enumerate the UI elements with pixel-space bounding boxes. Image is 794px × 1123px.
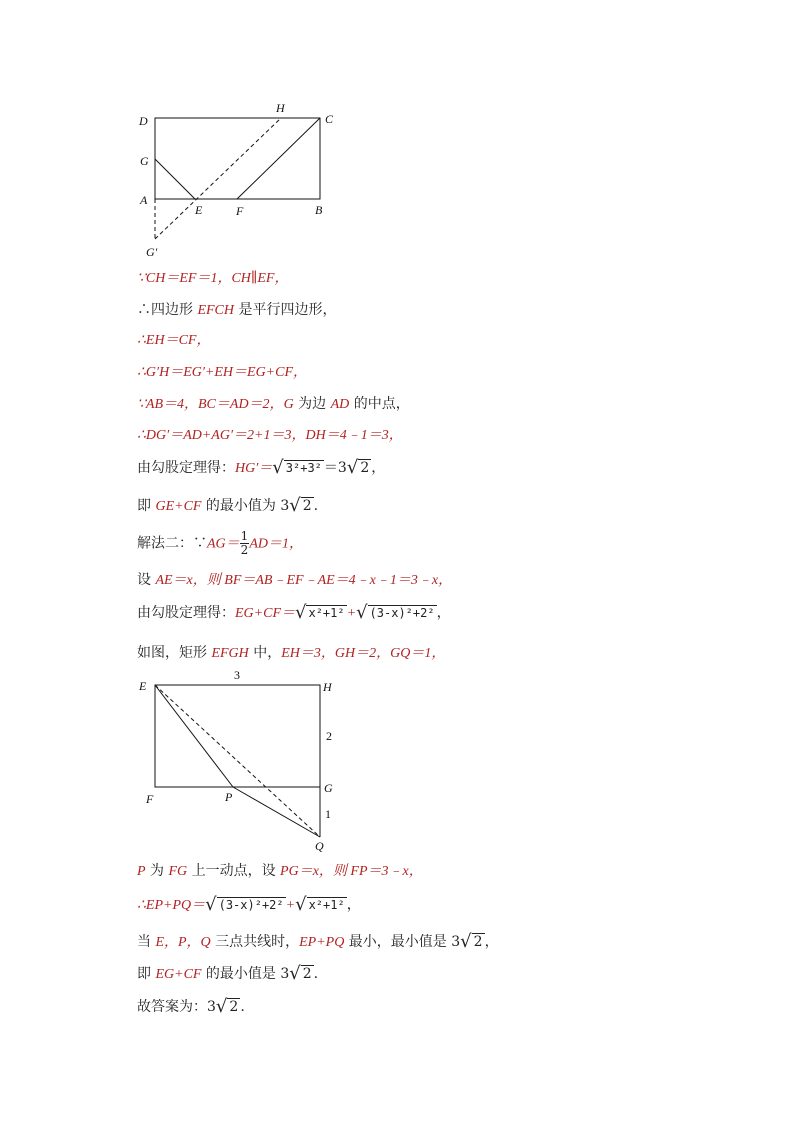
dim-eh: 3 [234,668,240,682]
line-4: ∴G′H＝EG′+EH＝EG+CF， [137,365,308,380]
rectangle-efgh [155,685,320,787]
line-17: 故答案为：3√ 2 . [137,996,245,1017]
label-g: G [324,781,333,795]
dim-gq: 1 [325,807,331,821]
sqrt-3sq-plus-3sq: √ 3²+3² [272,457,322,478]
line-6: ∴DG′＝AD+AG′＝2+1＝3，DH＝4﹣1＝3， [137,428,403,443]
sqrt-2: √ 2 [215,996,239,1017]
line-11: 由勾股定理得：EG+CF＝√ x²+1² +√ (3-x)²+2² ， [137,602,451,623]
label-e: E [139,679,147,693]
segment-pq [233,787,320,837]
dashed-eq [155,685,320,837]
line-16: 即 EG+CF 的最小值是 3√ 2 . [137,963,319,984]
sqrt-2: √ 2 [346,457,370,478]
segment-ep [155,685,233,787]
line-10: 设 AE＝x，则 BF＝AB﹣EF﹣AE＝4﹣x﹣1＝3﹣x， [137,572,453,588]
label-c: C [325,112,334,126]
label-h: H [323,680,332,694]
line-1: ∵CH＝EF＝1，CH∥EF， [137,271,289,286]
line-8: 即 GE+CF 的最小值为 3√ 2 . [137,495,319,516]
segment-ge [155,159,195,199]
line-3: ∴EH＝CF， [137,333,211,348]
figure-rectangle-abcd [135,98,345,263]
sqrt-3-minus-x-sq-plus-2-sq: √ (3-x)²+2² [205,894,284,915]
fraction-one-half: $\frac{1}{2}$ [240,529,249,557]
dim-gh: 2 [326,729,332,743]
sqrt-x-sq-plus-1-sq: √ x²+1² [295,894,345,915]
label-a: A [140,193,148,207]
label-d: D [139,114,148,128]
label-q: Q [315,839,324,853]
label-f: F [146,792,154,806]
segment-fc [237,118,320,199]
rectangle-abcd [155,118,320,199]
label-f: F [236,204,244,218]
label-b: B [315,203,323,217]
label-p: P [225,790,233,804]
line-9: 解法二：∵AG＝ $\frac{1}{2}$ AD＝1， [137,529,303,557]
label-h: H [276,101,285,115]
sqrt-2: √ 2 [289,963,312,984]
line-2: ∴四边形 EFCH 是平行四边形， [137,302,337,318]
line-13: P 为 FG 上一动点，设 PG＝x，则 FP＝3﹣x， [137,863,423,879]
label-g-prime: G′ [146,245,158,259]
sqrt-3-minus-x-sq-plus-2-sq: √ (3-x)²+2² [356,602,435,623]
sqrt-2: √ 2 [289,495,312,516]
line-15: 当 E，P，Q 三点共线时，EP+PQ 最小，最小值是 3√ 2 ， [137,931,499,952]
sqrt-2: √ 2 [460,931,483,952]
label-e: E [195,203,203,217]
label-g: G [140,154,149,168]
line-7: 由勾股定理得：HG′＝√ 3²+3² ＝3√ 2 ， [137,457,386,478]
line-14: ∴EP+PQ＝√ (3-x)²+2² +√ x²+1² ， [137,894,361,915]
line-12: 如图，矩形 EFGH 中，EH＝3，GH＝2，GQ＝1， [137,645,446,661]
figure-rectangle-efgh [135,665,355,855]
sqrt-x-sq-plus-1-sq: √ x²+1² [295,602,345,623]
line-5: ∵AB＝4，BC＝AD＝2，G 为边 AD 的中点， [137,396,410,412]
